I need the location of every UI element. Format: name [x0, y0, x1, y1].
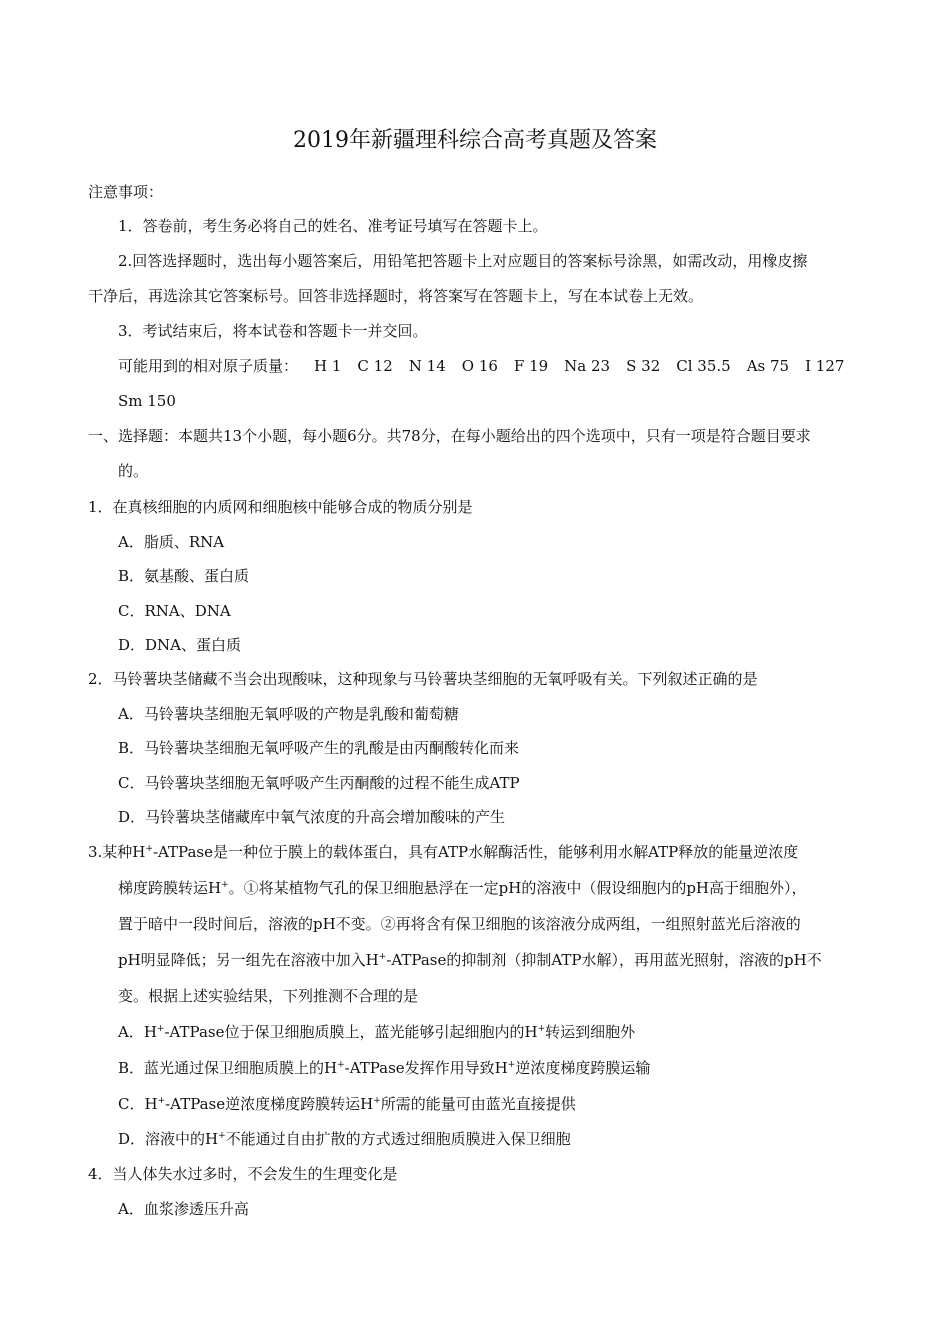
question-2-option-d: D．马铃薯块茎储藏库中氧气浓度的升高会增加酸味的产生 [118, 808, 506, 826]
question-3-option-b: B．蓝光通过保卫细胞质膜上的H+-ATPase发挥作用导致H+逆浓度梯度跨膜运输 [118, 1059, 651, 1077]
notice-item-2-cont: 干净后，再选涂其它答案标号。回答非选择题时，将答案写在答题卡上，写在本试卷上无效。 [88, 287, 704, 305]
atomic-mass-as: As 75 [746, 357, 790, 375]
document-title: 2019年新疆理科综合高考真题及答案 [293, 128, 657, 153]
atomic-mass-c: C 12 [357, 357, 393, 375]
superscript-plus: + [145, 844, 153, 854]
question-1-stem: 1．在真核细胞的内质网和细胞核中能够合成的物质分别是 [88, 498, 473, 516]
question-3-stem-line-5: 变。根据上述实验结果，下列推测不合理的是 [118, 987, 419, 1005]
question-1-option-a: A．脂质、RNA [118, 533, 225, 551]
atomic-mass-label: 可能用到的相对原子质量： [118, 357, 299, 375]
question-1-option-c: C．RNA、DNA [118, 602, 231, 620]
notice-heading: 注意事项： [88, 183, 164, 201]
atomic-mass-i: I 127 [805, 357, 845, 375]
superscript-plus: + [221, 880, 229, 890]
question-3-stem-line-2: 梯度跨膜转运H+。①将某植物气孔的保卫细胞悬浮在一定pH的溶液中（假设细胞内的pH高于细胞外）， [118, 879, 807, 897]
atomic-mass-sm: Sm 150 [118, 392, 176, 410]
question-1-option-b: B．氨基酸、蛋白质 [118, 567, 250, 585]
question-1-option-d: D．DNA、蛋白质 [118, 636, 242, 654]
question-2-stem: 2．马铃薯块茎储藏不当会出现酸味，这种现象与马铃薯块茎细胞的无氧呼吸有关。下列叙述正确的是 [88, 670, 758, 688]
notice-item-2: 2.回答选择题时，选出每小题答案后，用铅笔把答题卡上对应题目的答案标号涂黑，如需改动，用橡皮擦 [118, 252, 808, 270]
question-3-stem-line-1: 3.某种H+-ATPase是一种位于膜上的载体蛋白，具有ATP水解酶活性，能够利用水解ATP释放的能量逆浓度 [88, 843, 799, 861]
superscript-plus: + [378, 952, 387, 962]
atomic-mass-line [118, 355, 844, 377]
atomic-mass-o: O 16 [461, 357, 498, 375]
atomic-mass-f: F 19 [513, 357, 549, 375]
section-heading: 一、选择题：本题共13个小题，每小题6分。共78分，在每小题给出的四个选项中，只有一项是符合题目要求 [88, 427, 811, 445]
atomic-mass-cl: Cl 35.5 [676, 357, 731, 375]
question-3-stem-line-4: pH明显降低；另一组先在溶液中加入H+-ATPase的抑制剂（抑制ATP水解），再用蓝光照射，溶液的pH不 [118, 951, 822, 969]
question-2-option-a: A．马铃薯块茎细胞无氧呼吸的产物是乳酸和葡萄糖 [118, 705, 459, 723]
question-3-option-c: C．H+-ATPase逆浓度梯度跨膜转运H+所需的能量可由蓝光直接提供 [118, 1095, 576, 1113]
question-3-option-d: D．溶液中的H+不能通过自由扩散的方式透过细胞质膜进入保卫细胞 [118, 1130, 571, 1148]
question-4-stem: 4．当人体失水过多时，不会发生的生理变化是 [88, 1165, 398, 1183]
atomic-mass-h: H 1 [314, 357, 342, 375]
question-2-option-b: B．马铃薯块茎细胞无氧呼吸产生的乳酸是由丙酮酸转化而来 [118, 739, 520, 757]
notice-item-1: 1．答卷前，考生务必将自己的姓名、准考证号填写在答题卡上。 [118, 217, 548, 235]
atomic-mass-na: Na 23 [564, 357, 611, 375]
question-4-option-a: A．血浆渗透压升高 [118, 1200, 249, 1218]
section-heading-cont: 的。 [118, 462, 149, 480]
notice-item-3: 3．考试结束后，将本试卷和答题卡一并交回。 [118, 322, 428, 340]
atomic-mass-s: S 32 [626, 357, 661, 375]
question-3-stem-line-3: 置于暗中一段时间后，溶液的pH不变。②再将含有保卫细胞的该溶液分成两组，一组照射蓝光后溶液的 [118, 915, 801, 933]
question-2-option-c: C．马铃薯块茎细胞无氧呼吸产生丙酮酸的过程不能生成ATP [118, 774, 520, 792]
atomic-mass-n: N 14 [408, 357, 446, 375]
question-3-option-a: A．H+-ATPase位于保卫细胞质膜上，蓝光能够引起细胞内的H+转运到细胞外 [118, 1023, 636, 1041]
